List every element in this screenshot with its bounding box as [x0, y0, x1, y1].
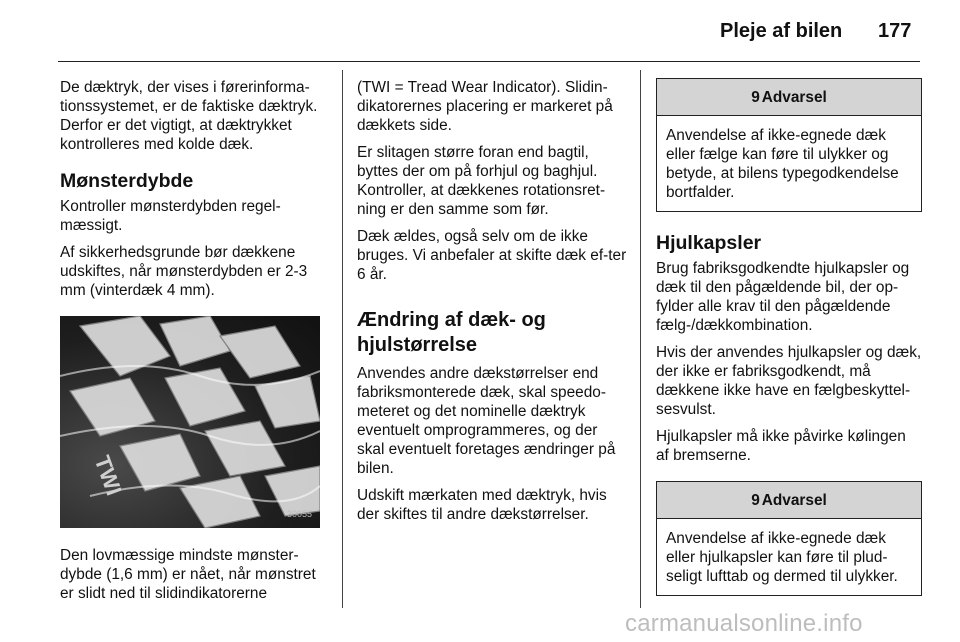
warning-title: Advarsel — [761, 88, 827, 106]
warning-icon: 9 — [751, 88, 760, 106]
paragraph: Kontroller mønsterdybden regel-mæssigt. — [60, 198, 281, 234]
intro-paragraph: De dæktryk, der vises i førerinforma-tionssystemet, er de faktiske dæktryk. Derfor er det vigtigt, at dæktrykket kontrolleres med kolde dæk. — [60, 79, 318, 153]
section-heading-tread-depth: Mønsterdybde — [60, 170, 194, 192]
warning-header — [657, 482, 921, 519]
paragraph: Hjulkapsler må ikke påvirke kølingen af bremserne. — [656, 428, 906, 464]
page-header-title: Pleje af bilen — [720, 20, 843, 42]
column-2 — [357, 78, 627, 532]
column-1 — [60, 78, 332, 611]
section-heading-hubcaps: Hjulkapsler — [656, 232, 762, 254]
paragraph: (TWI = Tread Wear Indicator). Slidin-dikatorernes placering er markeret på dækkets side. — [357, 79, 613, 134]
figure-number: 30055 — [286, 509, 312, 519]
header-rule — [58, 61, 920, 62]
paragraph: Er slitagen større foran end bagtil, byttes der om på forhjul og baghjul. Kontroller, at dækkenes rotationsret-ning er den samme som før. — [357, 144, 606, 218]
tire-tread-figure — [60, 316, 320, 528]
warning-text: Anvendelse af ikke-egnede dæk eller hjulkapsler kan føre til plud-seligt lufttab og dermed til ulykker. — [666, 530, 898, 585]
paragraph: Anvendes andre dækstørrelser end fabriksmonterede dæk, skal speedo-meteret og det nominelle dæktryk eventuelt omprogrammeres, og der skal eventuelt foretages ændringer på bilen. — [357, 365, 616, 477]
warning-box — [656, 481, 922, 596]
paragraph: Dæk ældes, også selv om de ikke bruges. Vi anbefaler at skifte dæk ef-ter 6 år. — [357, 228, 627, 283]
section-heading-tire-size-change: Ændring af dæk- og hjulstørrelse — [357, 309, 546, 356]
column-3 — [656, 78, 922, 596]
tread-wear-indicator-label: TWI — [89, 452, 127, 499]
watermark: carmanualsonline.info — [625, 610, 863, 637]
paragraph: Brug fabriksgodkendte hjulkapsler og dæk til den pågældende bil, der op-fylder alle krav til den pågældende fælg-/dækkombination. — [656, 260, 910, 334]
column-divider-1 — [342, 70, 343, 608]
paragraph: Udskift mærkaten med dæktryk, hvis der skiftes til andre dækstørrelser. — [357, 487, 607, 523]
column-divider-2 — [640, 70, 641, 608]
paragraph: Af sikkerhedsgrunde bør dækkene udskiftes, når mønsterdybden er 2-3 mm (vinterdæk 4 mm). — [60, 244, 308, 299]
warning-header — [657, 79, 921, 116]
warning-title: Advarsel — [761, 491, 827, 509]
warning-text: Anvendelse af ikke-egnede dæk eller fælge kan føre til ulykker og betyde, at bilens typegodkendelse bortfalder. — [666, 127, 899, 201]
warning-box — [656, 78, 922, 212]
paragraph: Den lovmæssige mindste mønster-dybde (1,6 mm) er nået, når mønstret er slidt ned til slidindikatorerne — [60, 547, 316, 602]
warning-icon: 9 — [751, 491, 760, 509]
page-number: 177 — [878, 20, 912, 42]
paragraph: Hvis der anvendes hjulkapsler og dæk, der ikke er fabriksgodkendt, må dækkene ikke have en fælgbeskyttel-sesvulst. — [656, 344, 922, 418]
